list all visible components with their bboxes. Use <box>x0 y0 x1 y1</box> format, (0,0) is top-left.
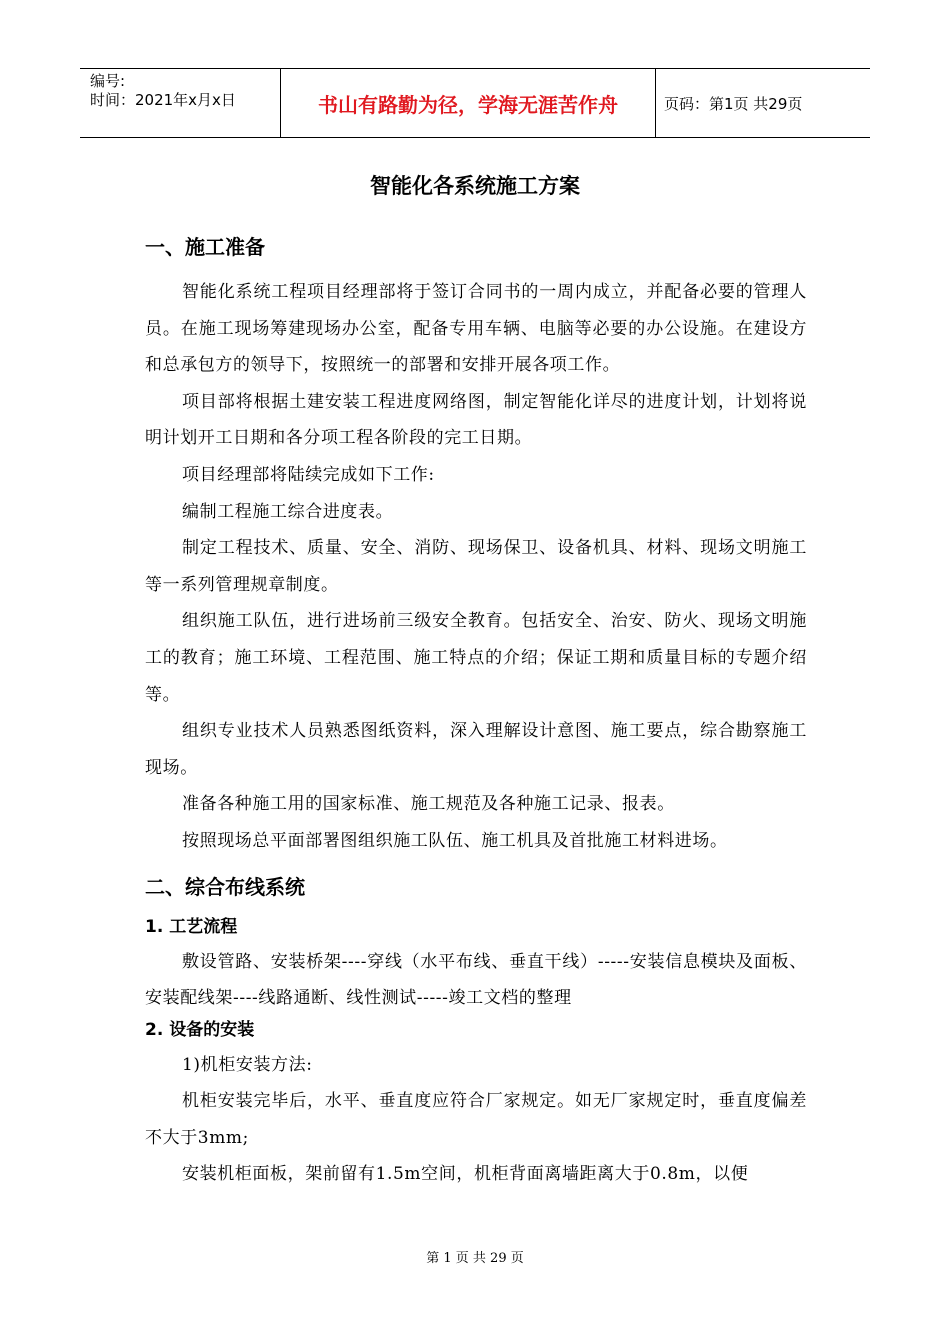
page-header <box>80 68 870 138</box>
time-label: 时间：2021年x月x日 <box>90 91 236 109</box>
paragraph: 智能化系统工程项目经理部将于签订合同书的一周内成立，并配备必要的管理人员。在施工现场筹建现场办公室，配备专用车辆、电脑等必要的办公设施。在建设方和总承包方的领导下，按照统一的部署和安排开展各项工作。 <box>145 282 807 376</box>
number-label: 编号: <box>90 72 126 90</box>
paragraph: 1)机柜安装方法: <box>182 1054 313 1075</box>
paragraph: 制定工程技术、质量、安全、消防、现场保卫、设备机具、材料、现场文明施工等一系列管理规章制度。 <box>145 538 807 595</box>
paragraph: 项目经理部将陆续完成如下工作: <box>182 464 435 485</box>
subsection-heading-installation: 2. 设备的安装 <box>145 1019 255 1040</box>
paragraph: 安装机柜面板，架前留有1.5m空间，机柜背面离墙距离大于0.8m，以便 <box>182 1164 749 1185</box>
document-title: 智能化各系统施工方案 <box>370 174 580 198</box>
document-body <box>145 232 807 1193</box>
paragraph: 准备各种施工用的国家标准、施工规范及各种施工记录、报表。 <box>182 794 675 815</box>
paragraph: 组织施工队伍，进行进场前三级安全教育。包括安全、治安、防火、现场文明施工的教育；施工环境、工程范围、施工特点的介绍；保证工期和质量目标的专题介绍等。 <box>145 611 807 705</box>
paragraph: 编制工程施工综合进度表。 <box>182 501 394 522</box>
paragraph: 敷设管路、安装桥架----穿线（水平布线、垂直干线）-----安装信息模块及面板、安装配线架----线路通断、线性测试-----竣工文档的整理 <box>145 951 807 1009</box>
header-meta <box>80 69 281 137</box>
paragraph: 机柜安装完毕后，水平、垂直度应符合厂家规定。如无厂家规定时，垂直度偏差不大于3mm; <box>145 1091 807 1148</box>
page-footer: 第 1 页 共 29 页 <box>426 1251 524 1266</box>
section-heading-cabling: 二、综合布线系统 <box>145 874 305 899</box>
paragraph: 项目部将根据土建安装工程进度网络图，制定智能化详尽的进度计划，计划将说明计划开工日期和各分项工程各阶段的完工日期。 <box>145 391 807 449</box>
paragraph: 组织专业技术人员熟悉图纸资料，深入理解设计意图、施工要点，综合勘察施工现场。 <box>145 721 807 778</box>
header-page-info: 页码：第1页 共29页 <box>664 94 803 113</box>
subsection-heading-process: 1. 工艺流程 <box>145 916 238 937</box>
header-motto: 书山有路勤为径，学海无涯苦作舟 <box>281 69 656 137</box>
section-heading-preparation: 一、施工准备 <box>145 235 265 259</box>
paragraph: 按照现场总平面部署图组织施工队伍、施工机具及首批施工材料进场。 <box>182 830 728 851</box>
